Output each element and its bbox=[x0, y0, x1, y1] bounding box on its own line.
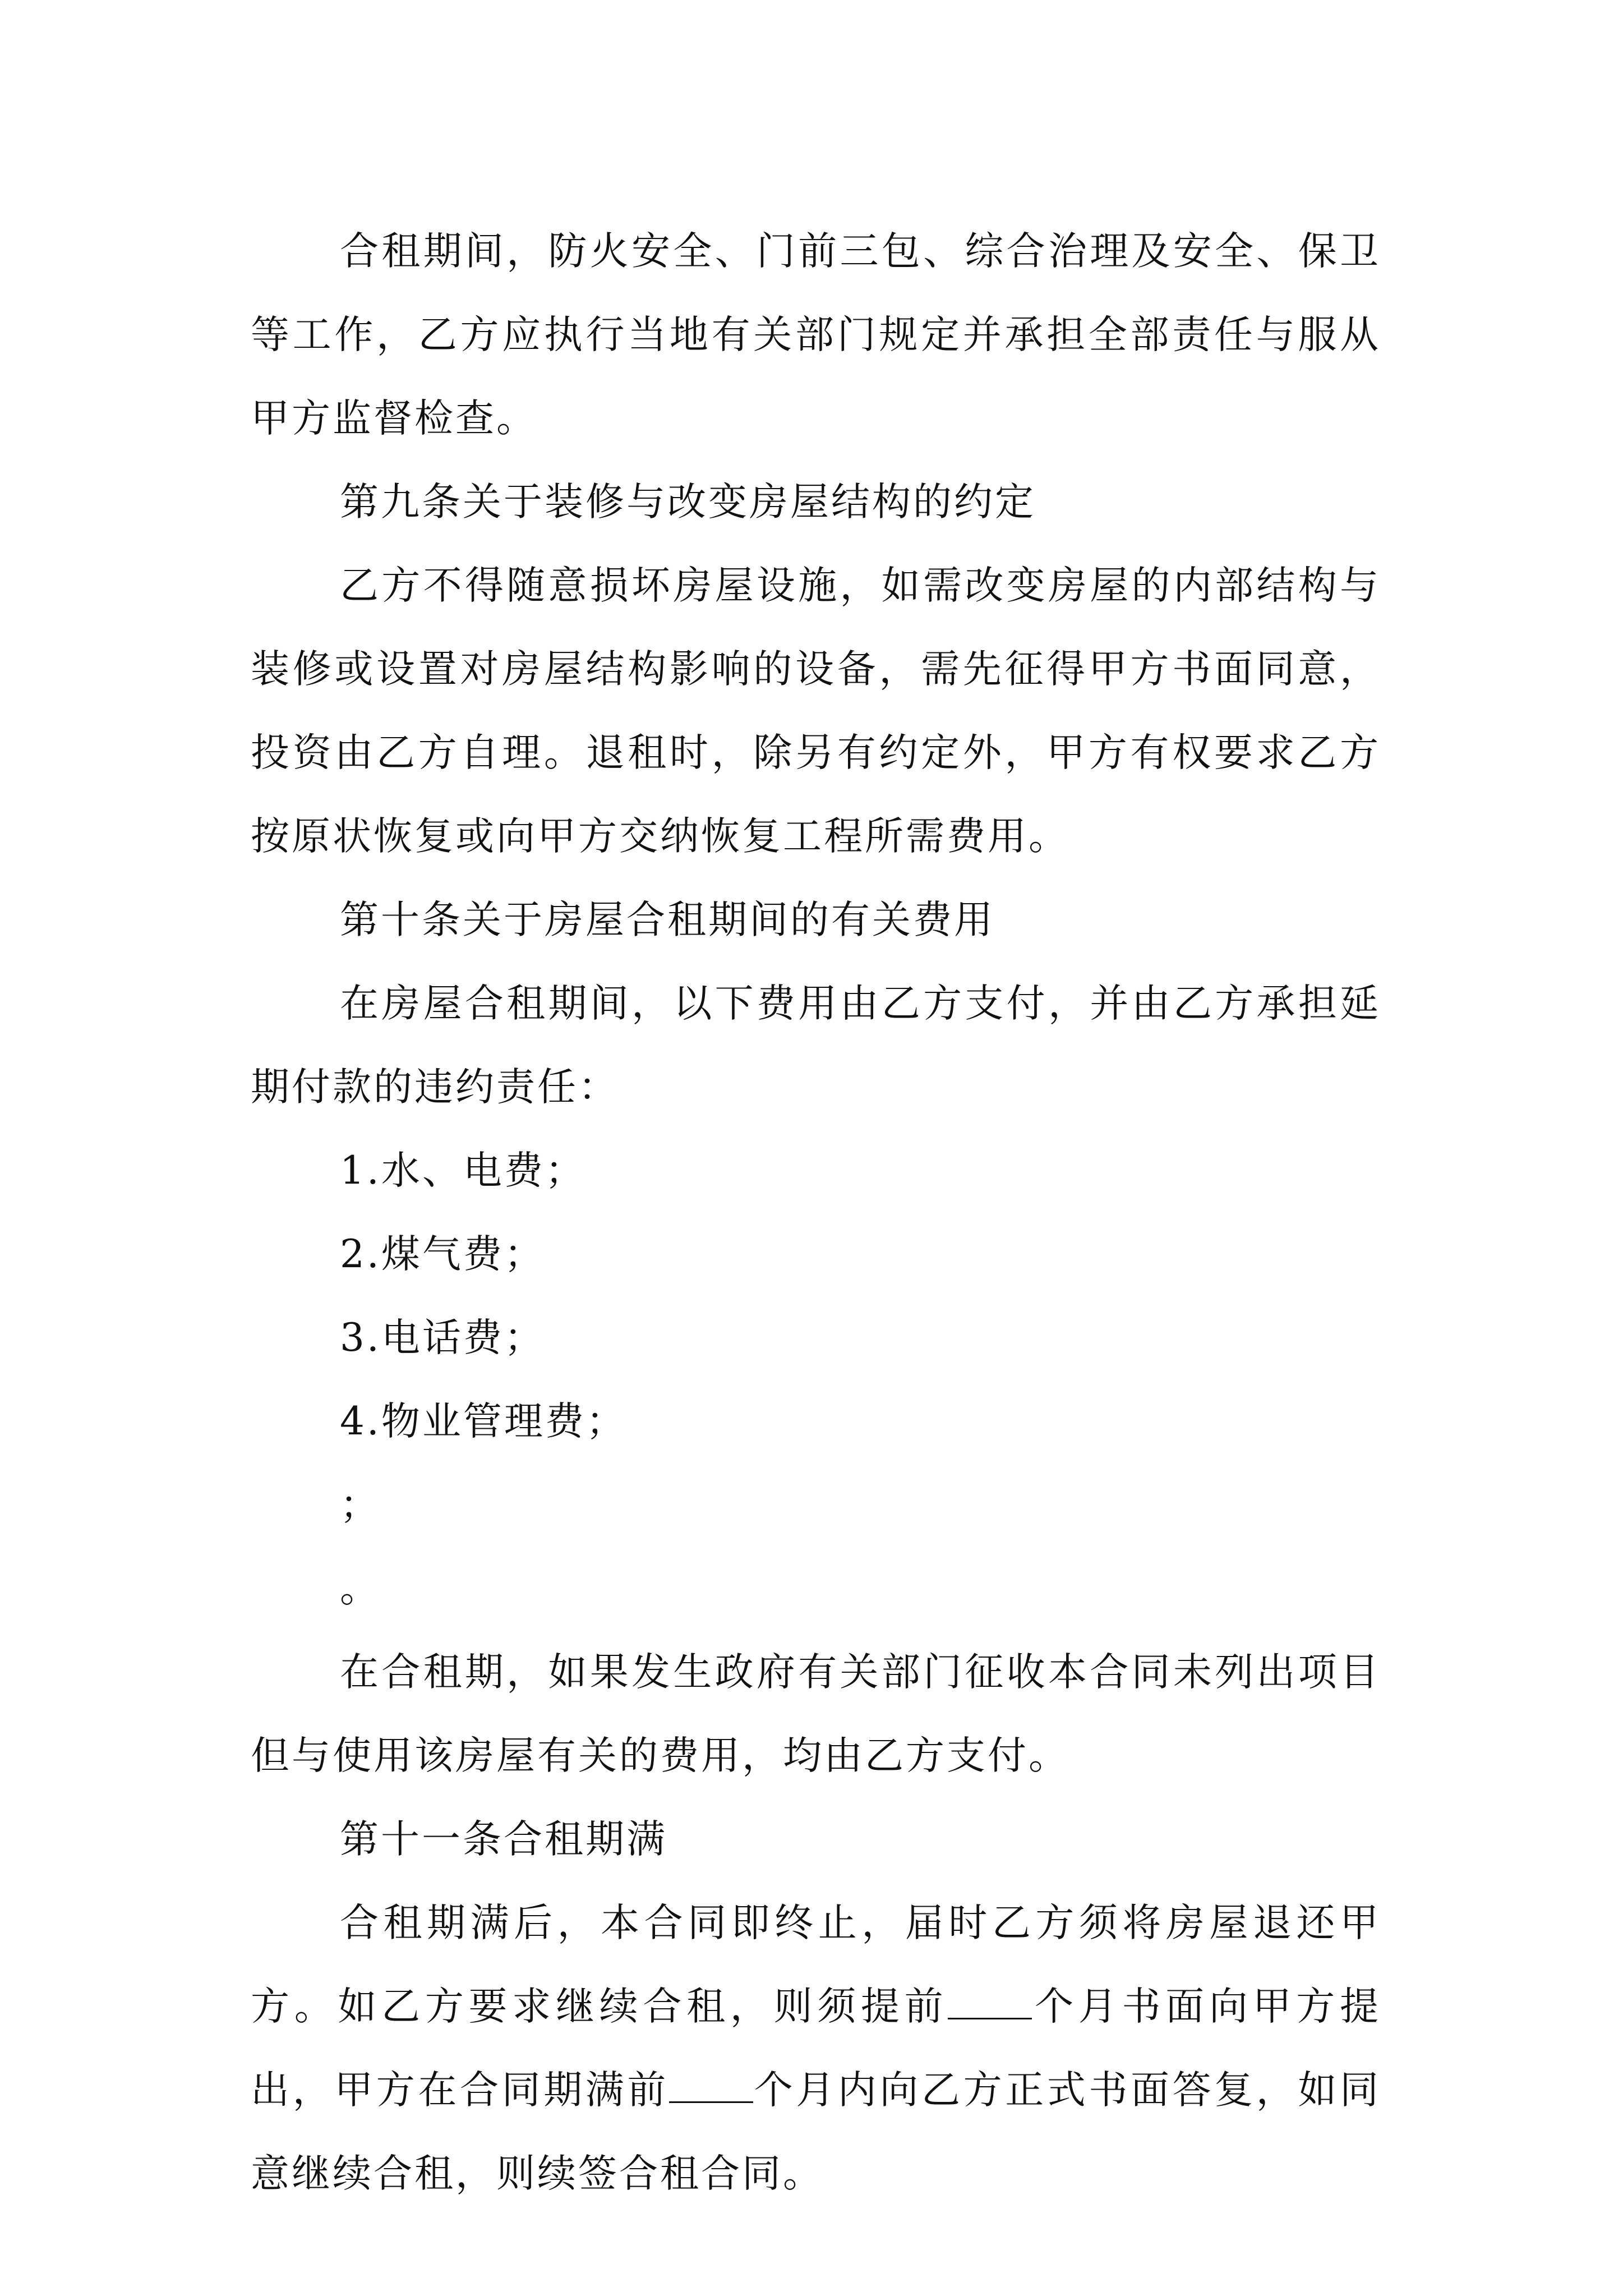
list-item-blank-semicolon: ； bbox=[340, 1483, 381, 1527]
list-item-water-electricity: 1.水、电费； bbox=[340, 1148, 586, 1193]
paragraph-fees-intro: 在房屋合租期间，以下费用由乙方支付，并由乙方承担延期付款的违约责任： bbox=[251, 981, 1381, 1110]
fill-in-blank-months-reply bbox=[669, 2072, 753, 2103]
paragraph-government-fees: 在合租期，如果发生政府有关部门征收本合同未列出项目但与使用该房屋有关的费用，均由乙方支付。 bbox=[251, 1650, 1381, 1778]
fill-in-blank-months-notice bbox=[948, 1989, 1032, 2019]
lease-expiry-text-2: 个月书面向甲方提出，甲方在合同期满前 bbox=[251, 1984, 1381, 2113]
paragraph-lease-expiry bbox=[251, 1881, 1381, 2216]
paragraph-renovation: 乙方不得随意损坏房屋设施，如需改变房屋的内部结构与装修或设置对房屋结构影响的设备，需先征得甲方书面同意，投资由乙方自理。退租时，除另有约定外，甲方有权要求乙方按原状恢复或向甲方交纳恢复工程所需费用。 bbox=[251, 563, 1381, 859]
heading-article-10: 第十条关于房屋合租期间的有关费用 bbox=[340, 898, 995, 942]
document-body bbox=[251, 210, 1381, 2216]
heading-article-9: 第九条关于装修与改变房屋结构的约定 bbox=[340, 480, 1036, 524]
lease-expiry-text-1: 合租期满后，本合同即终止，届时乙方须将房屋退还甲方。如乙方要求继续合租，则须提前 bbox=[251, 1901, 1381, 2029]
list-item-blank-period: 。 bbox=[340, 1566, 381, 1611]
list-item-telephone: 3.电话费； bbox=[340, 1315, 545, 1360]
list-item-property-management: 4.物业管理费； bbox=[340, 1399, 627, 1444]
heading-article-11: 第十一条合租期满 bbox=[340, 1817, 667, 1862]
lease-expiry-text-3: 个月内向乙方正式书面答复，如同意继续合租，则续签合租合同。 bbox=[251, 2068, 1381, 2196]
paragraph-fire-safety: 合租期间，防火安全、门前三包、综合治理及安全、保卫等工作，乙方应执行当地有关部门规定并承担全部责任与服从甲方监督检查。 bbox=[251, 229, 1381, 441]
list-item-gas: 2.煤气费； bbox=[340, 1232, 545, 1277]
